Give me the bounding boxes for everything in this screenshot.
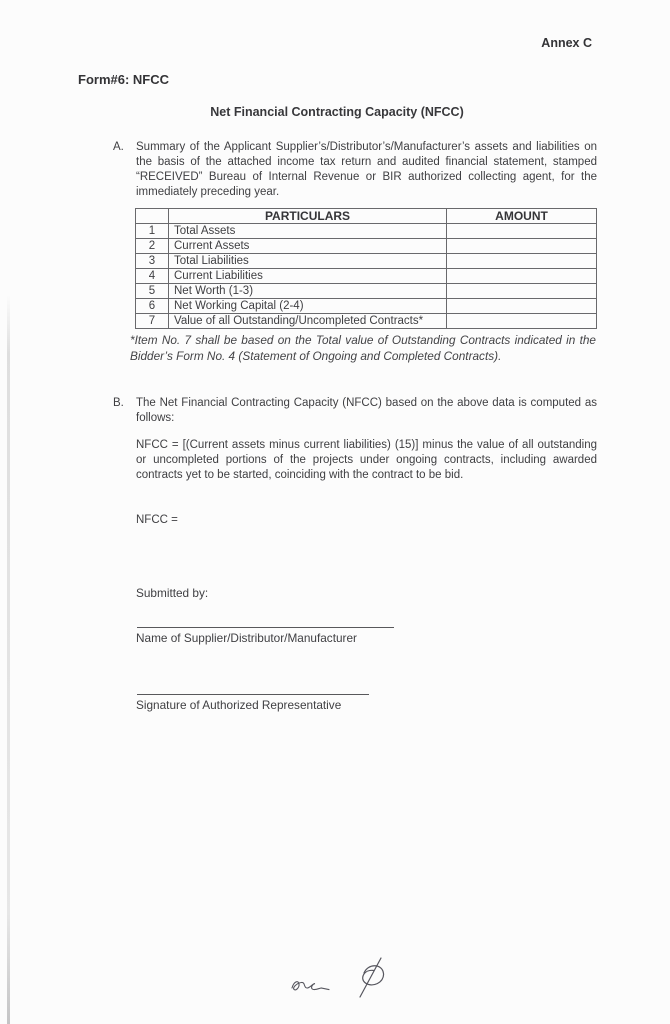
table-row xyxy=(136,269,597,284)
row-particulars: Current Liabilities xyxy=(169,269,447,284)
row-number: 4 xyxy=(136,269,169,284)
row-particulars: Net Working Capital (2-4) xyxy=(169,299,447,314)
table-row xyxy=(136,284,597,299)
name-signature-line xyxy=(137,627,394,628)
row-particulars: Value of all Outstanding/Uncompleted Contracts* xyxy=(169,314,447,329)
nfcc-formula-text: NFCC = [(Current assets minus current liabilities) (15)] minus the value of all outstanding or uncompleted portions of the projects under ongoing contracts, including awarded contracts yet to be started, coinciding with the contract to be bid. xyxy=(136,439,597,481)
handwritten-initials-icon xyxy=(288,971,340,997)
signature-line-label: Signature of Authorized Representative xyxy=(136,698,342,712)
row-particulars: Total Liabilities xyxy=(169,254,447,269)
section-b xyxy=(113,396,597,426)
row-particulars: Total Assets xyxy=(169,224,447,239)
table-row xyxy=(136,254,597,269)
nfcc-summary-table xyxy=(135,208,597,329)
table-row xyxy=(136,299,597,314)
form-number-label: Form#6: NFCC xyxy=(78,72,170,87)
row-number: 3 xyxy=(136,254,169,269)
submitted-by-label: Submitted by: xyxy=(136,586,209,600)
row-number: 1 xyxy=(136,224,169,239)
table-row xyxy=(136,224,597,239)
row-amount xyxy=(447,239,597,254)
section-a-text: Summary of the Applicant Supplier’s/Distributor’s/Manufacturer’s assets and liabilities on the basis of the attached income tax return and audited financial statement, stamped “RECEIVED” Bureau of Internal Revenue or BIR authorized collecting agent, for the immediately preceding year. xyxy=(136,141,597,198)
handwritten-marks xyxy=(288,955,408,1003)
table-row xyxy=(136,239,597,254)
table-footnote: *Item No. 7 shall be based on the Total value of Outstanding Contracts indicated in the Bidder’s Form No. 4 (Statement of Ongoing and Completed Contracts). xyxy=(130,333,596,363)
section-a-letter: A. xyxy=(113,141,124,153)
row-number: 6 xyxy=(136,299,169,314)
row-number: 5 xyxy=(136,284,169,299)
header-cell-particulars: PARTICULARS xyxy=(169,209,447,224)
document-title: Net Financial Contracting Capacity (NFCC) xyxy=(210,105,464,119)
header-cell-no xyxy=(136,209,169,224)
row-particulars: Net Worth (1-3) xyxy=(169,284,447,299)
representative-signature-line xyxy=(137,694,369,695)
section-b-letter: B. xyxy=(113,397,124,409)
section-a xyxy=(113,140,597,200)
handwritten-signature-icon xyxy=(351,955,393,1001)
section-b-text: The Net Financial Contracting Capacity (NFCC) based on the above data is computed as follows: xyxy=(136,397,597,424)
row-number: 7 xyxy=(136,314,169,329)
row-amount xyxy=(447,254,597,269)
row-amount xyxy=(447,284,597,299)
row-amount xyxy=(447,314,597,329)
name-line-label: Name of Supplier/Distributor/Manufacturer xyxy=(136,631,357,645)
row-particulars: Current Assets xyxy=(169,239,447,254)
row-amount xyxy=(447,299,597,314)
header-cell-amount: AMOUNT xyxy=(447,209,597,224)
table-row xyxy=(136,314,597,329)
nfcc-equals-line: NFCC = xyxy=(136,514,178,526)
annex-label: Annex C xyxy=(541,36,592,50)
row-number: 2 xyxy=(136,239,169,254)
row-amount xyxy=(447,224,597,239)
scan-edge-artifact xyxy=(7,295,10,1024)
table-header-row xyxy=(136,209,597,224)
row-amount xyxy=(447,269,597,284)
